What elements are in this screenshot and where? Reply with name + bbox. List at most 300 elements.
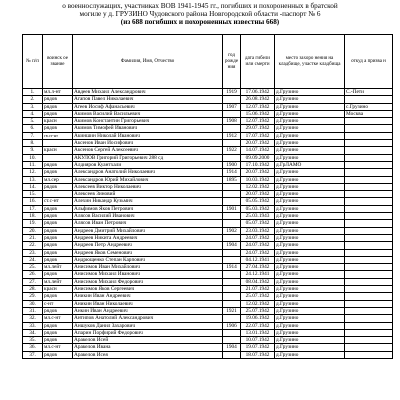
row-birth-year: 1895 [223, 176, 241, 183]
column-header-origin: откуд а призва н [345, 35, 393, 89]
row-rank: рядов [43, 183, 73, 190]
column-header-birth-year: год рожде ния [223, 35, 241, 89]
row-rank: рядов [43, 293, 73, 300]
row-origin [345, 249, 393, 256]
row-origin [345, 154, 393, 161]
row-rank: мл.лейт [43, 264, 73, 271]
row-rank: рядов [43, 234, 73, 241]
row-number: 32. [23, 315, 43, 322]
row-name: Акимов Тимофей Иванович [73, 125, 223, 132]
table-row [23, 220, 393, 227]
row-death-date: 25.03.1943 [241, 213, 275, 220]
table-row [23, 110, 393, 117]
table-row [23, 213, 393, 220]
row-death-date: 25.07.1942 [241, 293, 275, 300]
row-number: 21. [23, 234, 43, 241]
row-origin [345, 96, 393, 103]
row-death-date: 22.07.1942 [241, 322, 275, 329]
row-burial-place: д.Грузино [275, 205, 345, 212]
row-origin [345, 227, 393, 234]
table-row [23, 278, 393, 285]
row-birth-year: 1907 [223, 103, 241, 110]
row-rank: рядов [43, 307, 73, 314]
row-number: 35. [23, 337, 43, 344]
row-burial-place: д.Грузино [275, 110, 345, 117]
burial-register-table [22, 34, 393, 359]
row-death-date: 25.07.1942 [241, 307, 275, 314]
row-origin [345, 213, 393, 220]
row-origin [345, 118, 393, 125]
row-rank: рядов [43, 227, 73, 234]
column-header-name: Фамилия, Имя, Отчество [73, 35, 223, 89]
row-name: Аракелов Ивана [73, 344, 223, 351]
row-name: Альфимов Яков Петрович [73, 205, 223, 212]
row-birth-year [223, 140, 241, 147]
table-row [23, 89, 393, 96]
table-row [23, 286, 393, 293]
row-number: 36. [23, 344, 43, 351]
row-rank [43, 191, 73, 198]
row-death-date: 24.07.1942 [241, 249, 275, 256]
table-row [23, 154, 393, 161]
row-number: 15. [23, 191, 43, 198]
row-burial-place: д.Грузино [275, 140, 345, 147]
row-origin [345, 125, 393, 132]
table-row [23, 191, 393, 198]
row-rank: рядов [43, 351, 73, 358]
table-row [23, 337, 393, 344]
header-line-2: могиле у д. ГРУЗИНО Чудовского района Новгородской области -паспорт № 6 [79, 10, 321, 18]
row-burial-place: д.Грузино [275, 125, 345, 132]
table-row [23, 264, 393, 271]
column-header-burial-place: место захоро нения на кладбище, участке кладбища [275, 35, 345, 89]
row-rank: ст.с-нт [43, 198, 73, 205]
table-row [23, 96, 393, 103]
row-burial-place: д.Грузино [275, 169, 345, 176]
row-number: 24. [23, 256, 43, 263]
row-death-date: 17.07.1942 [241, 132, 275, 139]
row-origin [345, 278, 393, 285]
row-rank: мл.л-нт [43, 89, 73, 96]
row-birth-year: 1914 [223, 264, 241, 271]
row-death-date: 05.07.1942 [241, 220, 275, 227]
row-origin [345, 329, 393, 336]
row-burial-place: д.Грузино [275, 89, 345, 96]
row-burial-place: д.Грузино [275, 154, 345, 161]
row-burial-place: д.Грузино [275, 307, 345, 314]
row-birth-year [223, 125, 241, 132]
row-death-date: 17.10.1942 [241, 161, 275, 168]
row-birth-year: 1914 [223, 169, 241, 176]
row-burial-place: д.ГрЛАМО [275, 161, 345, 168]
row-name: Авдеев Михаил Александрович [73, 89, 223, 96]
row-origin [345, 264, 393, 271]
row-rank: мл.с-нт [43, 344, 73, 351]
table-row [23, 198, 393, 205]
row-number: 17. [23, 205, 43, 212]
row-name: Апарин Порфирий Федорович [73, 329, 223, 336]
row-rank: рядов [43, 169, 73, 176]
table-row [23, 307, 393, 314]
row-rank: рядов [43, 337, 73, 344]
row-origin [345, 161, 393, 168]
row-origin [345, 322, 393, 329]
row-birth-year [223, 293, 241, 300]
row-death-date: 12.07.1942 [241, 103, 275, 110]
table-row [23, 315, 393, 322]
row-name: АКУЛОВ Григорий Григорьевич 288 сд [73, 154, 223, 161]
row-rank: рядов [43, 329, 73, 336]
row-name: Анисимов Иван Михайлович [73, 264, 223, 271]
row-burial-place: д.Грузино [275, 147, 345, 154]
row-name: Алексеев Зиновий [73, 191, 223, 198]
row-burial-place: д.Грузино [275, 176, 345, 183]
row-death-date: 19.07.1942 [241, 344, 275, 351]
row-origin [345, 140, 393, 147]
row-rank: рядов [43, 249, 73, 256]
row-number: 4. [23, 110, 43, 117]
row-birth-year [223, 220, 241, 227]
row-rank: рядов [43, 125, 73, 132]
row-name: Аракелов Исей [73, 337, 223, 344]
row-number: 34. [23, 329, 43, 336]
row-origin [345, 256, 393, 263]
row-rank: мл.сер [43, 176, 73, 183]
row-rank: рядов [43, 242, 73, 249]
row-origin: С.-Пети [345, 89, 393, 96]
row-name: Анисимов Михаил Иванович [73, 271, 223, 278]
row-name: Аникин Иван Николаевич [73, 300, 223, 307]
row-rank: красн [43, 147, 73, 154]
row-burial-place: д.Грузино [275, 183, 345, 190]
row-origin [345, 132, 393, 139]
row-rank: рядов [43, 161, 73, 168]
row-name: Агеев Иосиф Афанасьевич [73, 103, 223, 110]
row-birth-year: 1919 [223, 89, 241, 96]
table-row [23, 249, 393, 256]
table-row [23, 242, 393, 249]
row-birth-year [223, 351, 241, 358]
row-burial-place: д.Грузино [275, 213, 345, 220]
row-number: 3. [23, 103, 43, 110]
row-rank: рядов [43, 322, 73, 329]
row-birth-year [223, 315, 241, 322]
column-header-number: № п/п [23, 35, 43, 89]
column-header-death-date: дата гибели или смерти [241, 35, 275, 89]
table-row [23, 132, 393, 139]
row-name: Андрющенко Степан Карпович [73, 256, 223, 263]
row-birth-year: 1922 [223, 147, 241, 154]
row-number: 33. [23, 322, 43, 329]
row-name: Аншуков Данил Захарович [73, 322, 223, 329]
row-name: Алдияров Куантхали [73, 161, 223, 168]
row-burial-place: д.Грузино [275, 96, 345, 103]
row-rank: гв.ст-нт [43, 132, 73, 139]
table-row [23, 344, 393, 351]
row-birth-year: 1900 [223, 161, 241, 168]
row-name: Аникин Иван Андреевич [73, 293, 223, 300]
row-birth-year [223, 96, 241, 103]
row-death-date: 09.09.2000 [241, 154, 275, 161]
row-origin [345, 344, 393, 351]
row-death-date: 10.03.1942 [241, 176, 275, 183]
row-name: Андреев Дмитрий Михайлович [73, 227, 223, 234]
row-burial-place: д.Грузино [275, 322, 345, 329]
row-number: 9. [23, 147, 43, 154]
row-origin [345, 242, 393, 249]
row-name: Алексеев Виктор Николаевич [73, 183, 223, 190]
row-number: 14. [23, 183, 43, 190]
row-number: 13. [23, 176, 43, 183]
row-birth-year [223, 300, 241, 307]
row-birth-year: 1921 [223, 307, 241, 314]
row-birth-year: 1904 [223, 344, 241, 351]
row-origin [345, 351, 393, 358]
row-name: Александров Юрий Михайлович [73, 176, 223, 183]
row-name: Акимов Василий Васильевич [73, 110, 223, 117]
row-name: Алясов Иван Петрович [73, 220, 223, 227]
row-number: 7. [23, 132, 43, 139]
row-burial-place: д.Грузино [275, 293, 345, 300]
row-burial-place: д.Грузино [275, 227, 345, 234]
row-burial-place: д.Грузино [275, 315, 345, 322]
row-death-date: 24.12.1941 [241, 271, 275, 278]
row-number: 16. [23, 198, 43, 205]
row-rank: рядов [43, 110, 73, 117]
row-origin [345, 183, 393, 190]
row-name: Аксенов Иван Иосифович [73, 140, 223, 147]
row-origin [345, 293, 393, 300]
row-burial-place: д.Грузино [275, 271, 345, 278]
row-name: Алехин Никандр Кузьмич [73, 198, 223, 205]
row-rank: рядов [43, 103, 73, 110]
row-name: Акиншин Николай Иванович [73, 132, 223, 139]
row-death-date: 08.04.1942 [241, 278, 275, 285]
row-death-date: 04.12.1941 [241, 256, 275, 263]
table-row [23, 103, 393, 110]
table-row [23, 169, 393, 176]
row-origin [345, 220, 393, 227]
row-burial-place: д.Грузино [275, 191, 345, 198]
row-death-date: 10.07.1942 [241, 337, 275, 344]
table-row [23, 300, 393, 307]
row-burial-place: д.Грузино [275, 132, 345, 139]
row-origin [345, 191, 393, 198]
row-number: 5. [23, 118, 43, 125]
row-birth-year [223, 278, 241, 285]
row-name: Анисимов Михаил Федорович [73, 278, 223, 285]
row-origin: с.Грузино [345, 103, 393, 110]
table-row [23, 234, 393, 241]
row-number: 27. [23, 278, 43, 285]
row-death-date: 21.07.1942 [241, 286, 275, 293]
row-death-date: 23.03.1942 [241, 227, 275, 234]
row-name: Алясов Василий Иванович [73, 213, 223, 220]
row-birth-year [223, 198, 241, 205]
row-number: 26. [23, 271, 43, 278]
row-number: 11. [23, 161, 43, 168]
table-row [23, 227, 393, 234]
row-death-date: 18.07.1942 [241, 351, 275, 358]
row-number: 6. [23, 125, 43, 132]
row-birth-year: 1912 [223, 132, 241, 139]
row-number: 31. [23, 307, 43, 314]
row-number: 1. [23, 89, 43, 96]
row-burial-place: д.Грузино [275, 344, 345, 351]
row-name: Андреев Яков Семенович [73, 249, 223, 256]
row-birth-year [223, 286, 241, 293]
row-name: Анисимов Яков Сергеевич [73, 286, 223, 293]
row-burial-place: д.Грузино [275, 337, 345, 344]
row-birth-year [223, 271, 241, 278]
row-number: 20. [23, 227, 43, 234]
row-name: Агапов Павел Николаевич [73, 96, 223, 103]
row-rank: рядов [43, 96, 73, 103]
row-burial-place: д.Грузино [275, 329, 345, 336]
table-row [23, 271, 393, 278]
row-death-date: 13.01.1942 [241, 329, 275, 336]
row-burial-place: д.Грузино [275, 103, 345, 110]
row-birth-year: 1904 [223, 242, 241, 249]
table-row [23, 125, 393, 132]
row-number: 30. [23, 300, 43, 307]
row-number: 2. [23, 96, 43, 103]
row-number: 37. [23, 351, 43, 358]
table-row [23, 351, 393, 358]
row-burial-place: д.Грузино [275, 249, 345, 256]
row-birth-year [223, 329, 241, 336]
row-birth-year [223, 213, 241, 220]
table-row [23, 140, 393, 147]
row-name: Александров Анатолий Николаевич [73, 169, 223, 176]
row-death-date: 19.06.1942 [241, 315, 275, 322]
row-origin [345, 271, 393, 278]
row-birth-year [223, 256, 241, 263]
row-death-date: 24.07.1942 [241, 234, 275, 241]
row-number: 8. [23, 140, 43, 147]
table-body [23, 89, 393, 359]
table-row [23, 183, 393, 190]
row-death-date: 26.08.1942 [241, 96, 275, 103]
row-birth-year [223, 183, 241, 190]
row-burial-place: д.Грузино [275, 286, 345, 293]
row-rank: с-нт [43, 300, 73, 307]
row-death-date: 12.07.1942 [241, 118, 275, 125]
row-death-date: 17.06.1942 [241, 89, 275, 96]
row-rank: мл.с-нт [43, 315, 73, 322]
row-number: 23. [23, 249, 43, 256]
row-death-date: 24.07.1942 [241, 242, 275, 249]
row-name: Андреев Никита Андреевич [73, 234, 223, 241]
table-row [23, 176, 393, 183]
row-burial-place: д.Грузино [275, 351, 345, 358]
row-death-date: 05.03.1942 [241, 205, 275, 212]
row-burial-place: д.Грузино [275, 256, 345, 263]
row-number: 18. [23, 213, 43, 220]
row-death-date: 14.07.1942 [241, 147, 275, 154]
row-rank: красн [43, 286, 73, 293]
row-origin [345, 337, 393, 344]
row-burial-place: д.Грузино [275, 242, 345, 249]
table-header-row [23, 35, 393, 89]
row-burial-place: д.Грузино [275, 264, 345, 271]
row-birth-year: 1902 [223, 227, 241, 234]
row-origin [345, 205, 393, 212]
row-birth-year [223, 249, 241, 256]
table-row [23, 147, 393, 154]
row-origin [345, 300, 393, 307]
row-rank [43, 140, 73, 147]
table-row [23, 118, 393, 125]
table-row [23, 322, 393, 329]
row-number: 29. [23, 293, 43, 300]
row-rank: мл.лейт [43, 278, 73, 285]
row-number: 28. [23, 286, 43, 293]
row-rank [43, 154, 73, 161]
table-row [23, 293, 393, 300]
row-origin [345, 176, 393, 183]
row-birth-year: 1901 [223, 205, 241, 212]
row-name: Андреев Петр Андреевич [73, 242, 223, 249]
row-death-date: 05.05.1942 [241, 198, 275, 205]
column-header-rank: воинск ое звание [43, 35, 73, 89]
row-name: Акимов Константин Григорьевич [73, 118, 223, 125]
row-origin [345, 234, 393, 241]
row-rank: рядов [43, 213, 73, 220]
row-death-date: 27.04.1942 [241, 264, 275, 271]
header-line-1: о военнослужащих, участниках ВОВ 1941-1945 гг., погибших и похороненных в братской [62, 2, 338, 10]
table-row [23, 205, 393, 212]
table-row [23, 161, 393, 168]
row-death-date: 15.06.1942 [241, 110, 275, 117]
row-rank: рядов [43, 205, 73, 212]
row-number: 12. [23, 169, 43, 176]
row-burial-place: д.Грузино [275, 118, 345, 125]
row-death-date: 20.07.1942 [241, 169, 275, 176]
row-origin [345, 169, 393, 176]
row-death-date: 20.07.1942 [241, 140, 275, 147]
row-death-date: 12.02.1942 [241, 183, 275, 190]
header-line-3: (из 688 погибших и похороненных известны 668) [120, 18, 280, 26]
row-burial-place: д.Грузино [275, 234, 345, 241]
row-birth-year: 1908 [223, 118, 241, 125]
row-origin [345, 198, 393, 205]
row-birth-year [223, 110, 241, 117]
row-birth-year: 1906 [223, 322, 241, 329]
row-death-date: 20.07.1942 [241, 191, 275, 198]
row-origin [345, 307, 393, 314]
row-birth-year [223, 191, 241, 198]
table-row [23, 256, 393, 263]
row-number: 25. [23, 264, 43, 271]
row-rank: рядов [43, 220, 73, 227]
row-origin [345, 147, 393, 154]
row-death-date: 12.02.1942 [241, 300, 275, 307]
row-burial-place: д.Грузино [275, 220, 345, 227]
row-birth-year [223, 154, 241, 161]
row-number: 22. [23, 242, 43, 249]
row-rank: красн [43, 118, 73, 125]
row-origin: Москва [345, 110, 393, 117]
row-number: 10. [23, 154, 43, 161]
table-row [23, 329, 393, 336]
row-number: 19. [23, 220, 43, 227]
row-birth-year [223, 337, 241, 344]
row-origin [345, 286, 393, 293]
row-burial-place: д.Грузино [275, 300, 345, 307]
row-rank: рядов [43, 256, 73, 263]
row-name: Аракелов Исея [73, 351, 223, 358]
